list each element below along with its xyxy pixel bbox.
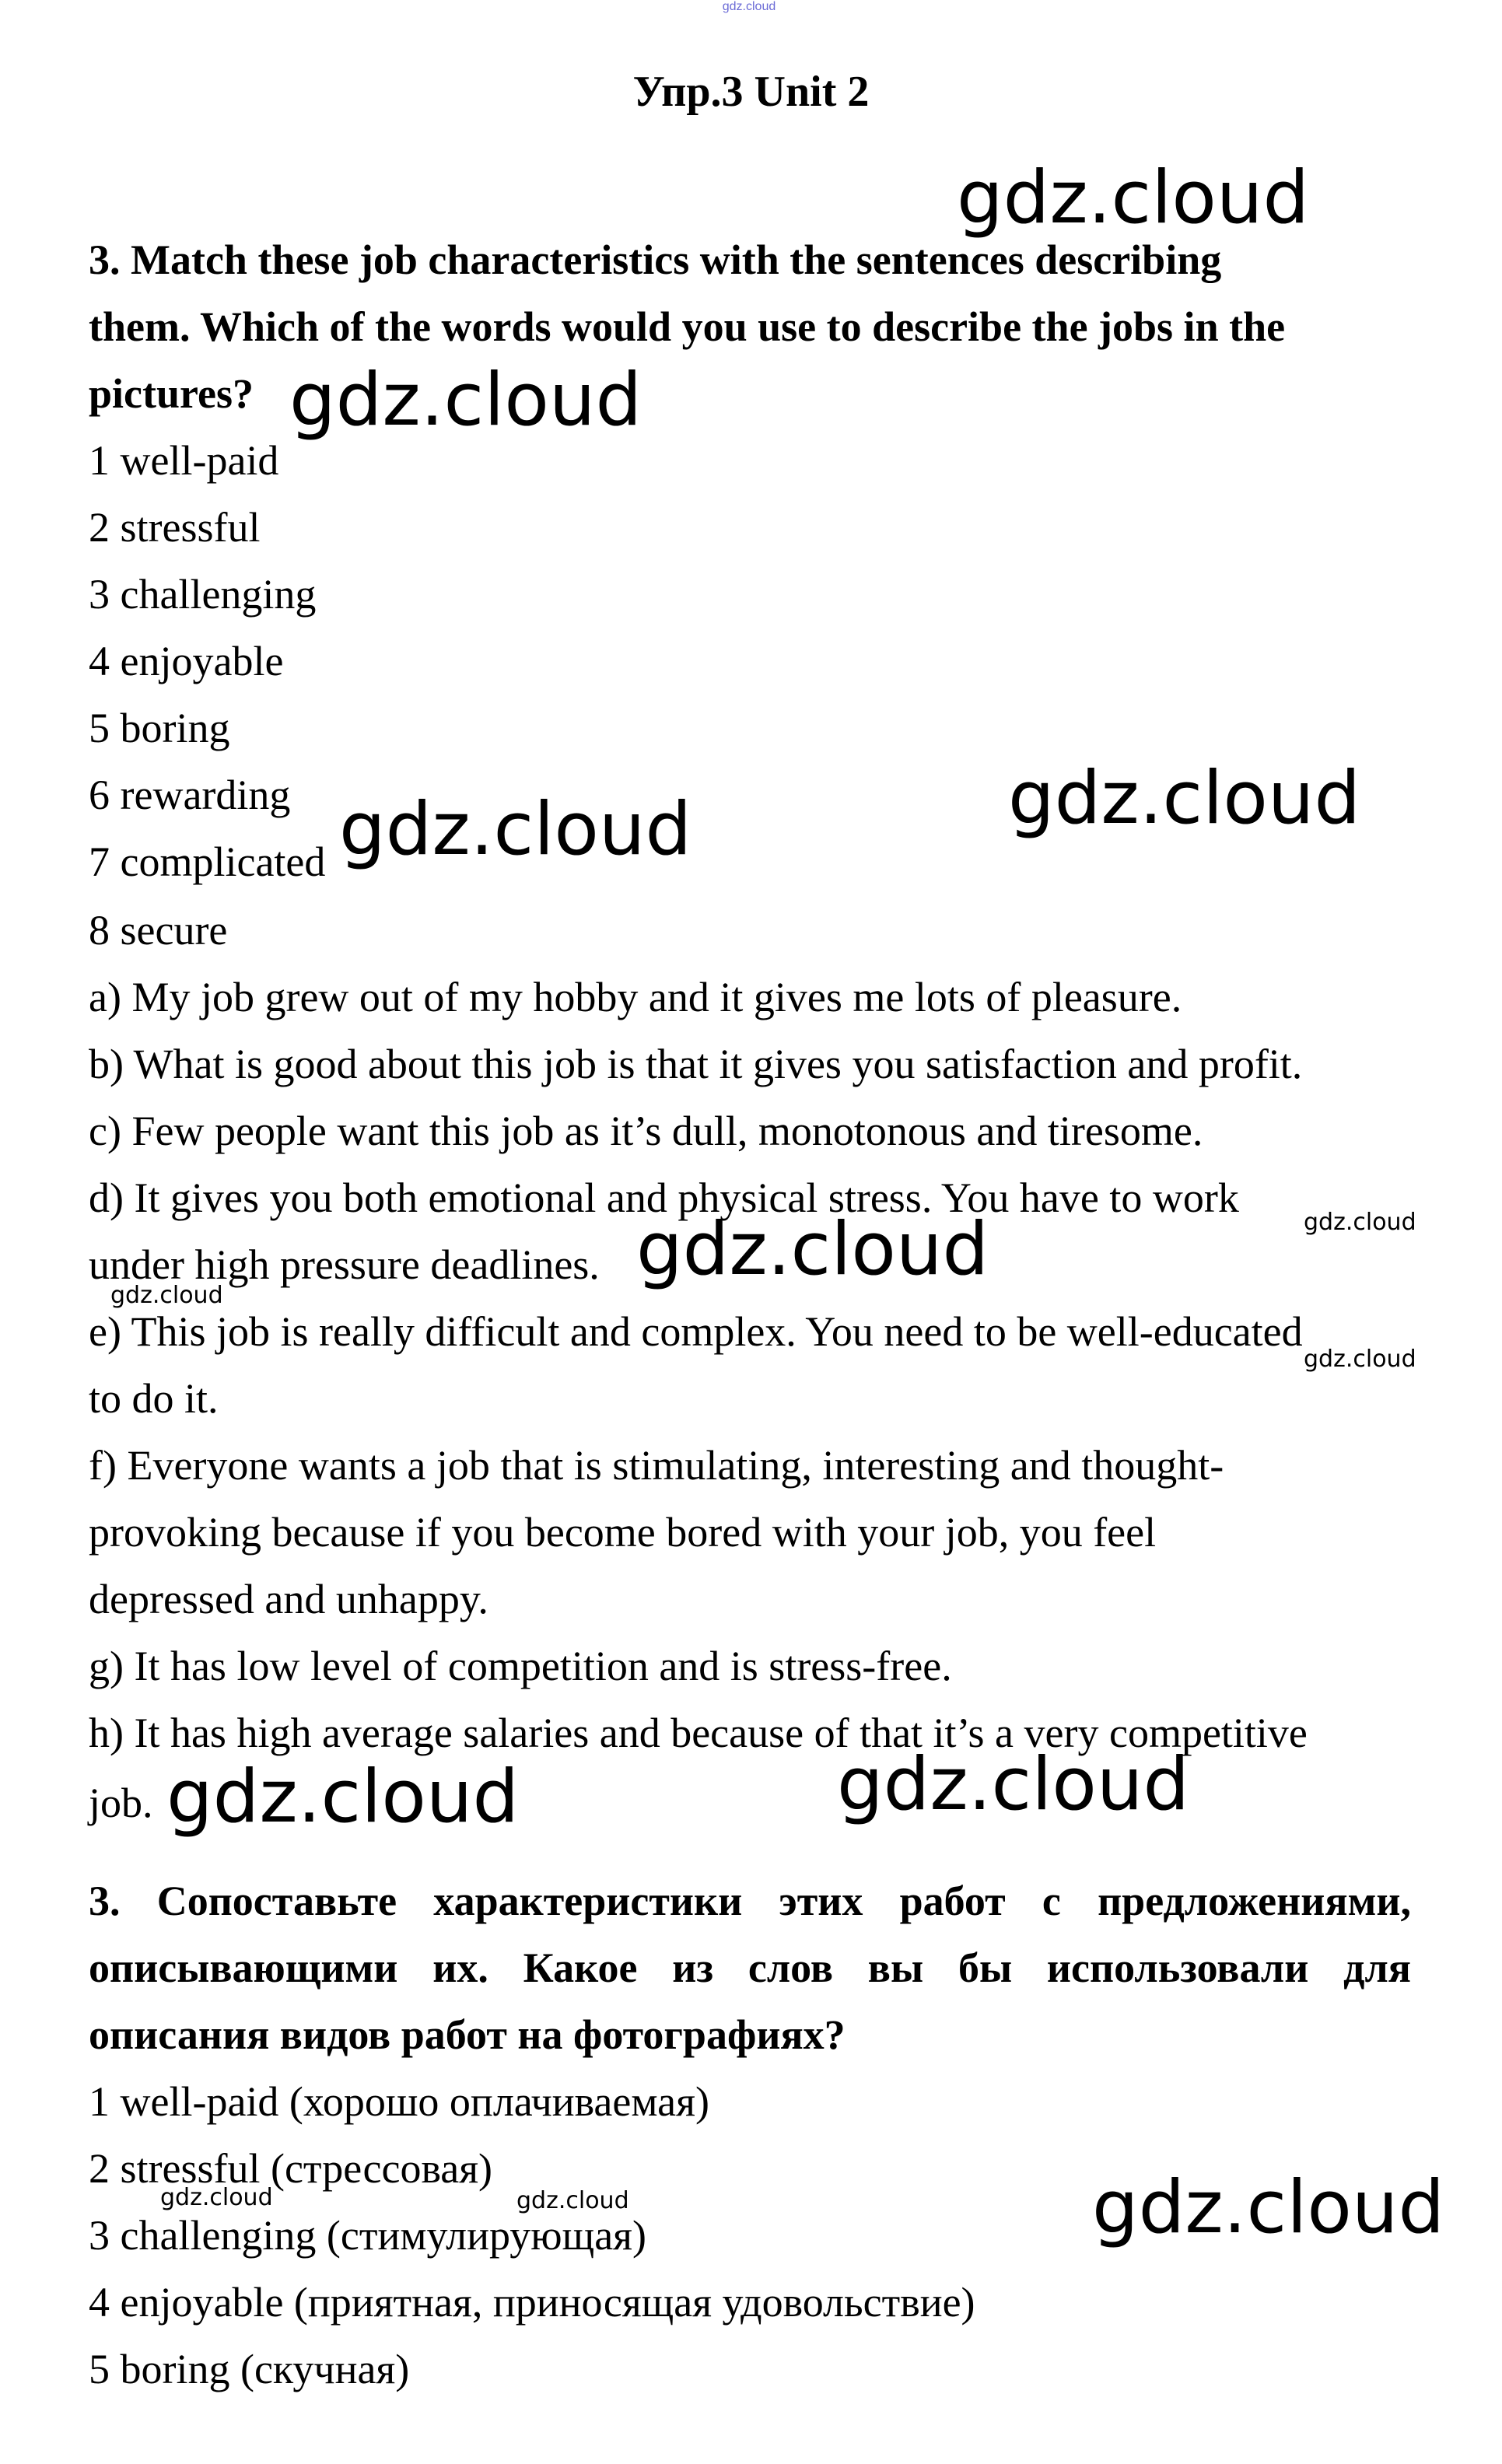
watermark: gdz.cloud <box>166 1755 520 1839</box>
en-item-2: 2 stressful <box>89 504 261 551</box>
en-sentence-f-1: f) Everyone wants a job that is stimulating, interesting and thought- <box>89 1442 1224 1489</box>
en-sentence-h-2: job. <box>89 1780 153 1826</box>
watermark: gdz.cloud <box>110 1282 223 1309</box>
ru-item-4: 4 enjoyable (приятная, приносящая удовольствие) <box>89 2279 975 2326</box>
ru-heading-line-2: описывающими их. Какое из слов вы бы использовали для <box>89 1944 1411 1991</box>
en-item-8: 8 secure <box>89 907 228 954</box>
watermark: gdz.cloud <box>160 2184 273 2211</box>
en-sentence-e-1: e) This job is really difficult and complex. You need to be well-educated <box>89 1308 1303 1355</box>
ru-item-1: 1 well-paid (хорошо оплачиваемая) <box>89 2078 709 2125</box>
watermark: gdz.cloud <box>1092 2165 1445 2250</box>
en-sentence-d-1: d) It gives you both emotional and physical stress. You have to work <box>89 1174 1239 1221</box>
en-item-1: 1 well-paid <box>89 437 279 484</box>
en-sentence-a: a) My job grew out of my hobby and it gives me lots of pleasure. <box>89 974 1182 1020</box>
page-title: Упр.3 Unit 2 <box>632 68 870 116</box>
en-item-4: 4 enjoyable <box>89 638 284 684</box>
top-watermark: gdz.cloud <box>722 0 776 13</box>
watermark: gdz.cloud <box>516 2187 629 2214</box>
watermark: gdz.cloud <box>636 1207 989 1292</box>
en-item-7: 7 complicated <box>89 838 326 885</box>
ru-heading-line-1: 3. Сопоставьте характеристики этих работ с предложениями, <box>89 1878 1411 1924</box>
en-sentence-d-2: under high pressure deadlines. <box>89 1241 600 1288</box>
en-item-6: 6 rewarding <box>89 772 291 818</box>
ru-heading-line-3: описания видов работ на фотографиях? <box>89 2011 846 2058</box>
watermark: gdz.cloud <box>1304 1209 1416 1236</box>
en-heading-line-1: 3. Match these job characteristics with the sentences describing <box>89 236 1222 283</box>
watermark: gdz.cloud <box>1304 1346 1416 1373</box>
ru-item-5: 5 boring (скучная) <box>89 2346 410 2392</box>
watermark: gdz.cloud <box>957 156 1310 240</box>
en-sentence-h-1: h) It has high average salaries and because of that it’s a very competitive <box>89 1710 1308 1756</box>
en-heading-line-2: them. Which of the words would you use to describe the jobs in the <box>89 303 1286 350</box>
en-sentence-f-2: provoking because if you become bored with your job, you feel <box>89 1509 1157 1556</box>
watermark: gdz.cloud <box>1008 756 1361 841</box>
watermark: gdz.cloud <box>339 787 692 872</box>
en-sentence-g: g) It has low level of competition and is stress-free. <box>89 1643 952 1689</box>
en-item-5: 5 boring <box>89 705 230 751</box>
en-sentence-f-3: depressed and unhappy. <box>89 1576 488 1622</box>
ru-item-3: 3 challenging (стимулирующая) <box>89 2212 647 2259</box>
en-sentence-b: b) What is good about this job is that it gives you satisfaction and profit. <box>89 1041 1303 1087</box>
en-item-3: 3 challenging <box>89 571 317 618</box>
en-sentence-c: c) Few people want this job as it’s dull, monotonous and tiresome. <box>89 1108 1203 1154</box>
watermark: gdz.cloud <box>837 1742 1190 1827</box>
en-heading-line-3: pictures? <box>89 370 254 417</box>
watermark: gdz.cloud <box>289 358 642 443</box>
en-sentence-e-2: to do it. <box>89 1375 219 1422</box>
ru-item-2: 2 stressful (стрессовая) <box>89 2145 493 2192</box>
